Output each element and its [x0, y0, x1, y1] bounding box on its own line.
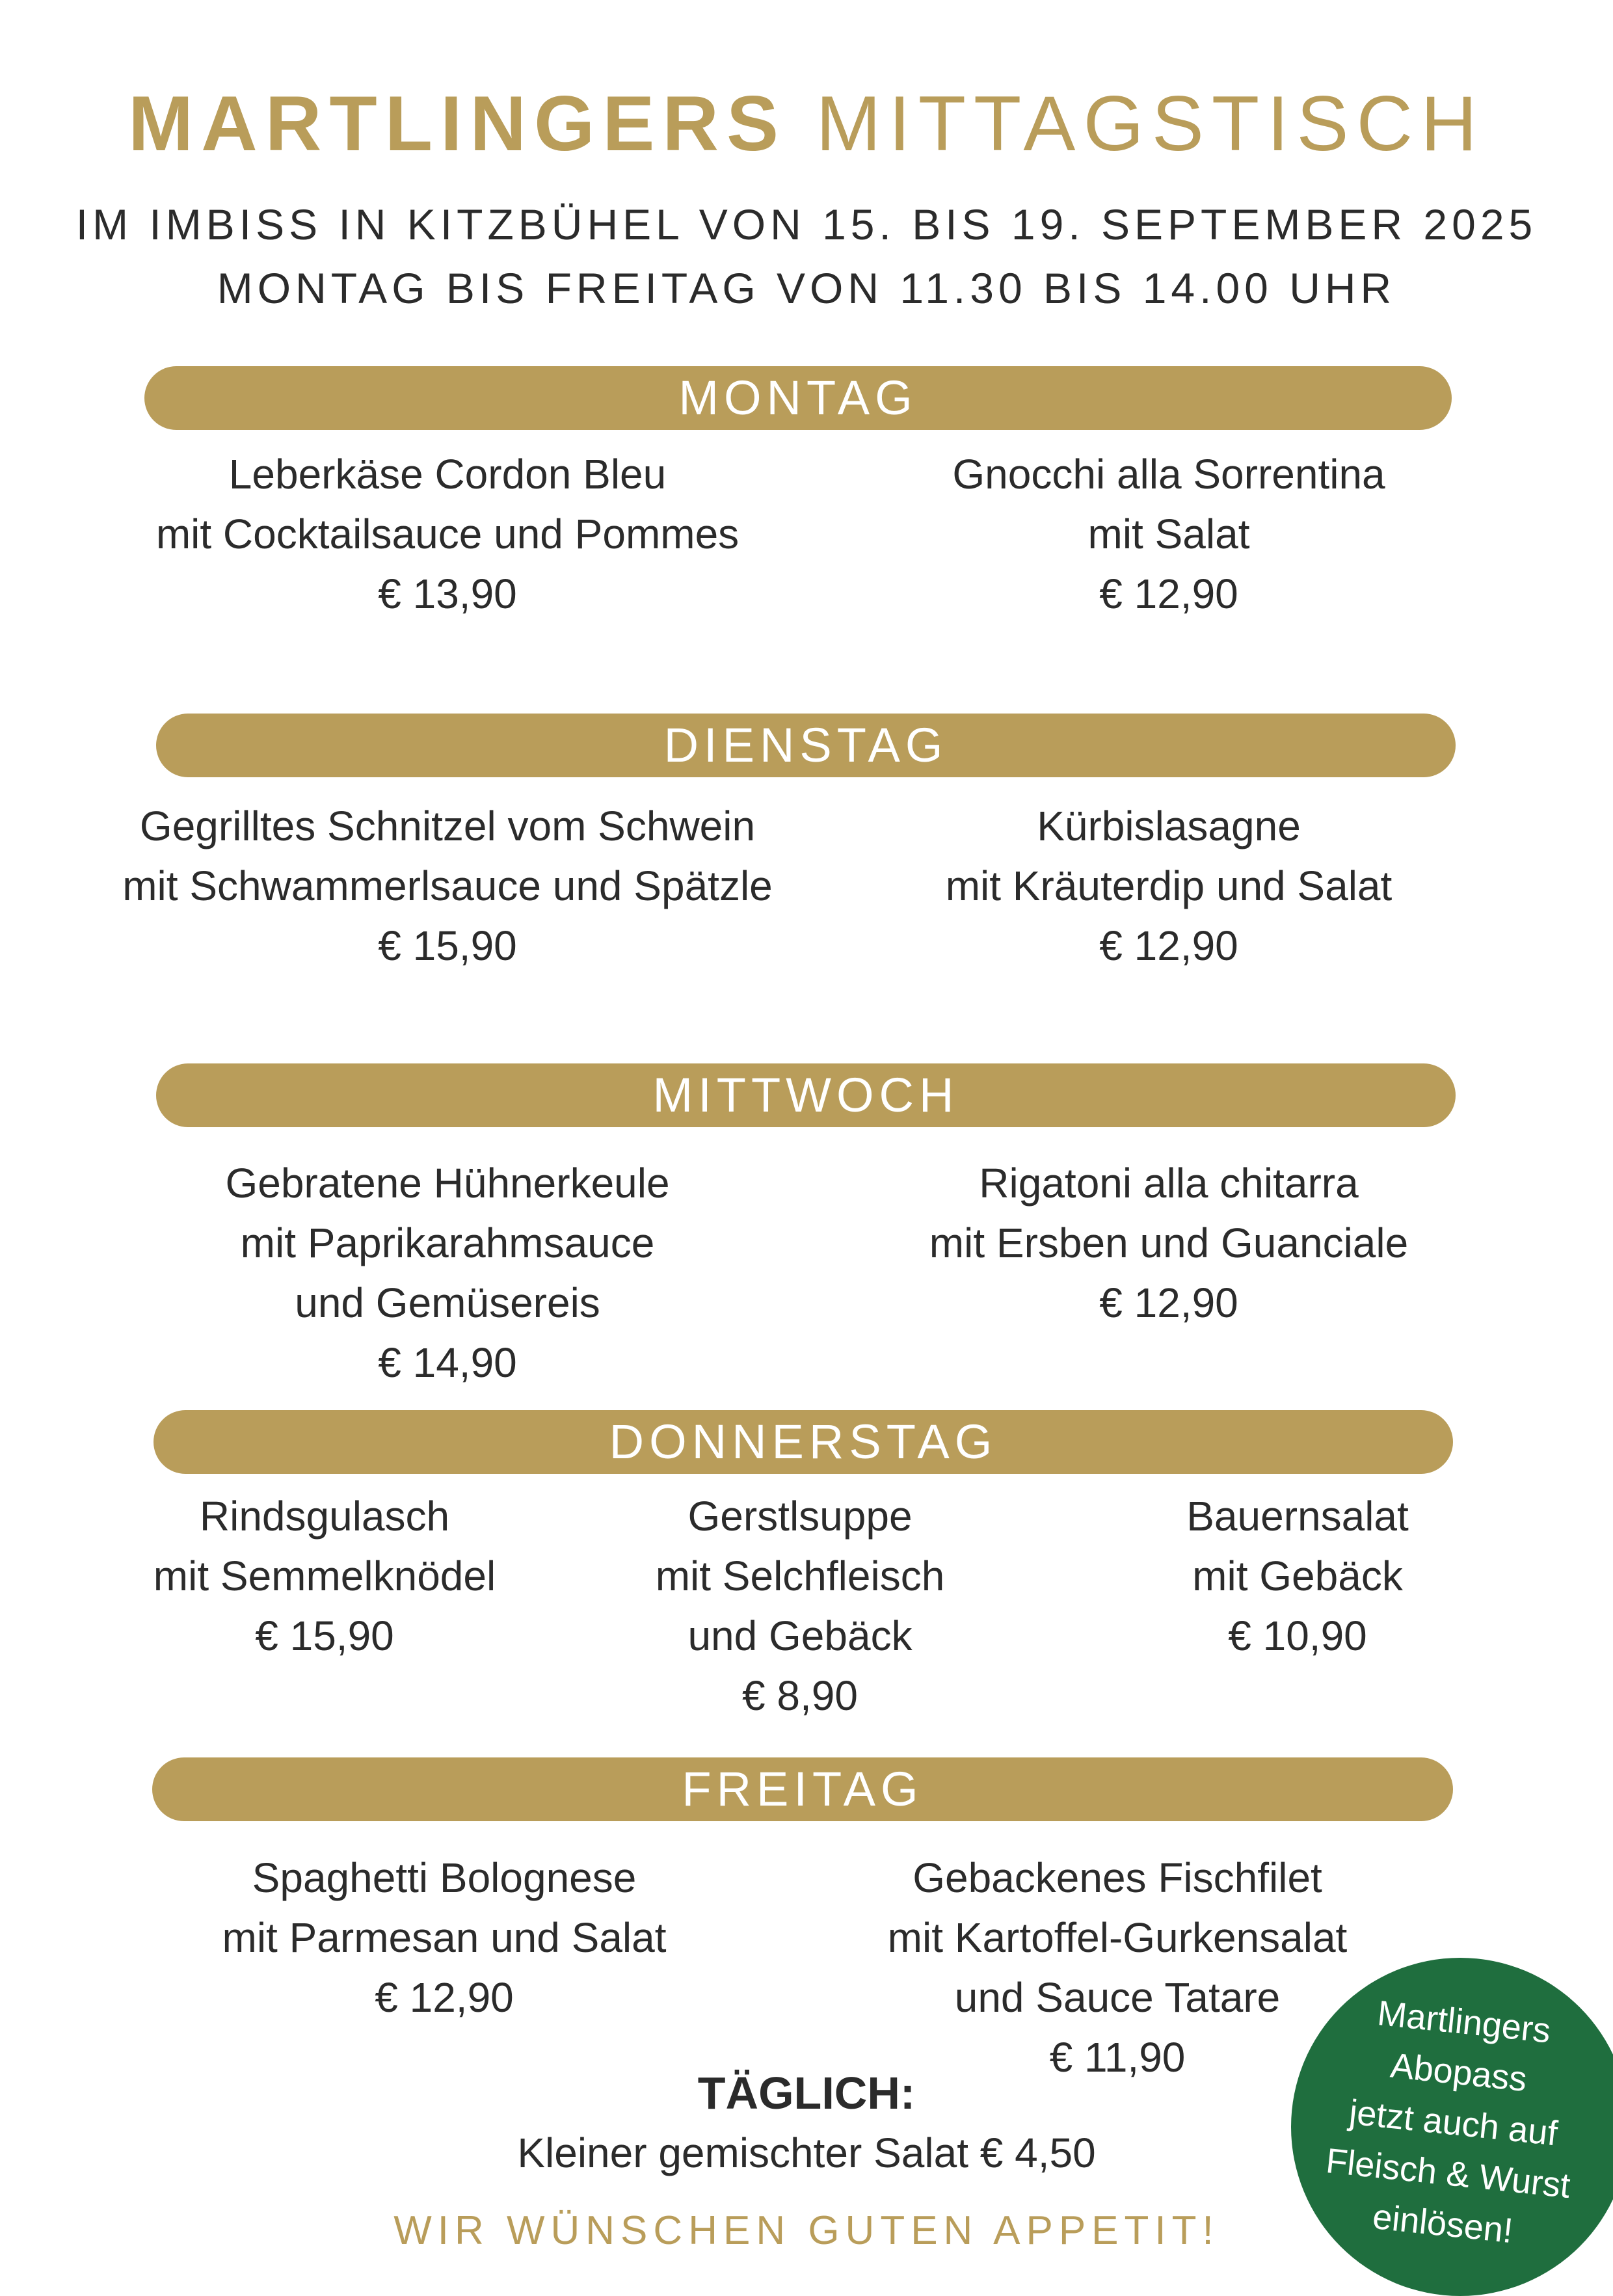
dish-description: mit Parmesan und Salat — [222, 1914, 667, 1961]
day-bar-montag: MONTAG — [144, 366, 1452, 430]
subtitle-opening-hours: MONTAG BIS FREITAG VON 11.30 BIS 14.00 UHR — [217, 264, 1396, 312]
dish-montag-2 — [844, 444, 1494, 624]
closing-message: WIR WÜNSCHEN GUTEN APPETIT! — [393, 2208, 1220, 2253]
dish-price: € 13,90 — [378, 570, 517, 617]
daily-special: Kleiner gemischter Salat € 4,50 — [517, 2129, 1096, 2176]
badge-line: Martlingers — [1375, 1993, 1553, 2051]
dish-description: und Gebäck — [687, 1612, 913, 1659]
dish-price: € 15,90 — [255, 1612, 394, 1659]
dish-price: € 12,90 — [1099, 570, 1238, 617]
dish-price: € 8,90 — [742, 1672, 858, 1719]
dish-description: mit Salat — [1087, 511, 1250, 557]
title-light: MITTAGSTISCH — [816, 80, 1485, 167]
dish-donnerstag-1 — [97, 1486, 552, 1666]
daily-heading: TÄGLICH: — [697, 2068, 916, 2118]
dish-description: mit Gebäck — [1192, 1553, 1403, 1599]
dish-description: und Gemüsereis — [295, 1279, 600, 1326]
dish-description: mit Selchfleisch — [655, 1553, 945, 1599]
menu-title — [0, 80, 1613, 167]
dish-freitag-1 — [119, 1848, 769, 2027]
dish-donnerstag-2 — [572, 1486, 1028, 1726]
dish-name: Gebackenes Fischfilet — [913, 1854, 1322, 1901]
abopass-badge — [1291, 1958, 1613, 2296]
dish-name: Gerstlsuppe — [687, 1493, 913, 1540]
dish-name: Spaghetti Bolognese — [252, 1854, 637, 1901]
dish-description: mit Kräuterdip und Salat — [945, 862, 1393, 909]
dish-name: Gebratene Hühnerkeule — [225, 1160, 670, 1207]
dish-name: Gnocchi alla Sorrentina — [952, 451, 1385, 498]
dish-price: € 15,90 — [378, 922, 517, 969]
dish-price: € 10,90 — [1228, 1612, 1367, 1659]
badge-line: Fleisch & Wurst — [1324, 2141, 1573, 2206]
subtitle-location-dates: IM IMBISS IN KITZBÜHEL VON 15. BIS 19. SEPTEMBER 2025 — [75, 200, 1538, 248]
day-bar-freitag: FREITAG — [152, 1757, 1453, 1821]
dish-name: Bauernsalat — [1186, 1493, 1409, 1540]
dish-dienstag-1 — [90, 796, 805, 976]
dish-description: mit Semmelknödel — [153, 1553, 496, 1599]
dish-name: Rindsgulasch — [199, 1493, 450, 1540]
dish-mittwoch-1 — [122, 1153, 773, 1393]
dish-price: € 12,90 — [375, 1974, 514, 2021]
dish-description: mit Ersben und Guanciale — [929, 1220, 1409, 1266]
dish-price: € 11,90 — [1049, 2034, 1186, 2081]
dish-donnerstag-3 — [1070, 1486, 1525, 1666]
dish-montag-1 — [122, 444, 773, 624]
dish-price: € 14,90 — [378, 1339, 517, 1386]
dish-name: Kürbislasagne — [1037, 803, 1301, 849]
dish-description: und Sauce Tatare — [954, 1974, 1281, 2021]
dish-description: mit Schwammerlsauce und Spätzle — [122, 862, 773, 909]
badge-line: einlösen! — [1370, 2196, 1515, 2251]
dish-description: mit Paprikarahmsauce — [240, 1220, 655, 1266]
dish-name: Gegrilltes Schnitzel vom Schwein — [139, 803, 756, 849]
dish-description: mit Cocktailsauce und Pommes — [155, 511, 740, 557]
badge-line: Abopass — [1389, 2046, 1529, 2100]
day-bar-mittwoch: MITTWOCH — [156, 1063, 1456, 1127]
dish-price: € 12,90 — [1099, 1279, 1238, 1326]
dish-mittwoch-2 — [844, 1153, 1494, 1333]
dish-name: Leberkäse Cordon Bleu — [228, 451, 667, 498]
badge-text — [1311, 1983, 1596, 2263]
title-brand: MARTLINGERS — [128, 80, 787, 167]
dish-name: Rigatoni alla chitarra — [979, 1160, 1359, 1207]
dish-dienstag-2 — [844, 796, 1494, 976]
day-bar-dienstag: DIENSTAG — [156, 714, 1456, 777]
badge-line: jetzt auch auf — [1347, 2092, 1560, 2154]
dish-description: mit Kartoffel-Gurkensalat — [887, 1914, 1348, 1961]
dish-price: € 12,90 — [1099, 922, 1238, 969]
day-bar-donnerstag: DONNERSTAG — [153, 1410, 1453, 1474]
